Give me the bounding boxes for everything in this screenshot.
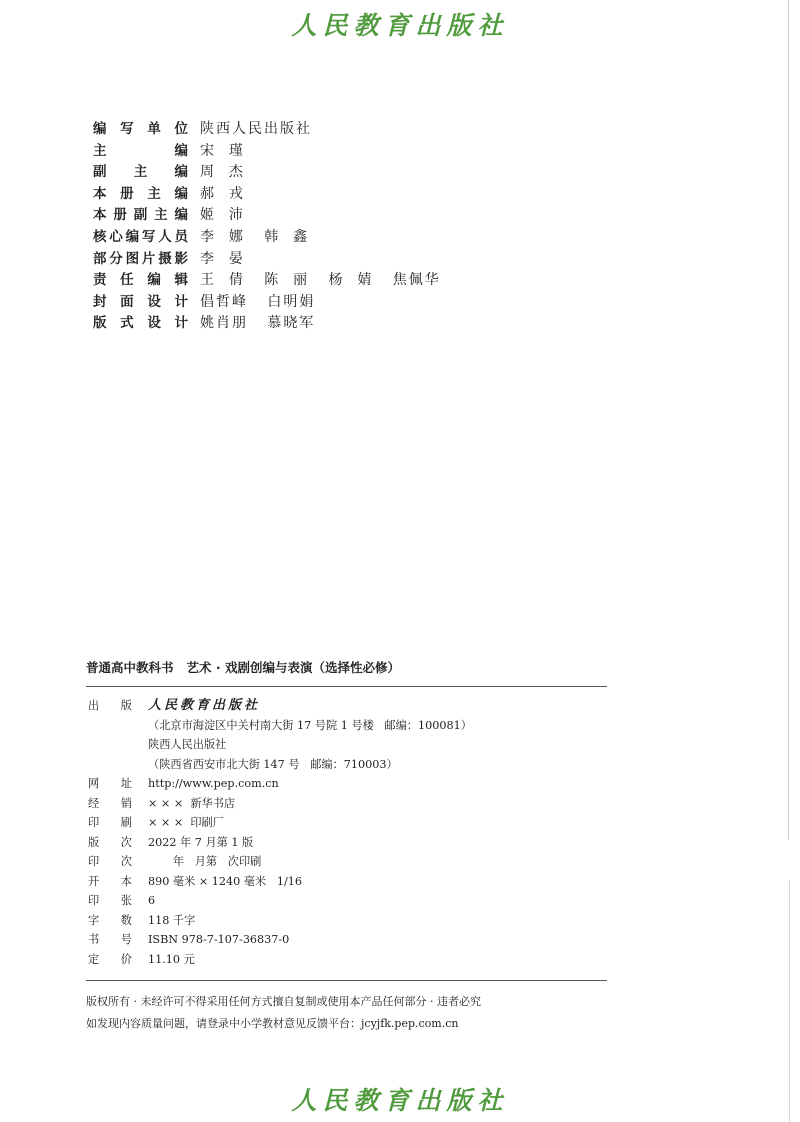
credit-role-char: 写	[120, 121, 134, 137]
credit-role-char: 主	[147, 185, 161, 202]
info-row	[88, 950, 472, 970]
credit-role-char: 影	[174, 250, 188, 267]
info-row	[88, 716, 472, 736]
credit-role-char: 编	[125, 228, 140, 245]
credit-names: 陕西人民出版社	[200, 121, 312, 137]
info-value: 2022 年 7 月第 1 版	[148, 835, 254, 849]
publisher-logo-inline: 人民教育出版社	[148, 698, 261, 713]
credit-role	[93, 270, 188, 292]
credit-row	[93, 227, 441, 249]
credit-role-char: 计	[174, 293, 188, 310]
credit-names: 王 倩 陈 丽 杨 婧 焦佩华	[200, 272, 441, 289]
credit-role-char: 部	[93, 250, 107, 267]
info-label-char: 定	[88, 952, 100, 966]
publisher-logo-bottom: 人民教育出版社	[291, 1086, 509, 1115]
credit-row	[93, 141, 441, 163]
credit-role-char: 副	[133, 207, 148, 224]
info-label-char: 价	[120, 952, 132, 966]
credit-role	[93, 313, 188, 335]
credit-names: 姬 沛	[200, 207, 245, 224]
credit-role	[93, 162, 188, 184]
info-value: ISBN 978-7-107-36837-0	[148, 933, 290, 946]
info-row	[88, 891, 472, 911]
copyright-footer	[86, 991, 481, 1035]
feedback-notice: 如发现内容质量问题，请登录中小学教材意见反馈平台：jcyjfk.pep.com.cn	[86, 1017, 459, 1030]
info-value: 年 月第 次印刷	[148, 855, 262, 868]
credit-role	[93, 141, 188, 163]
info-value: （北京市海淀区中关村南大街 17 号院 1 号楼 邮编：100081）	[148, 718, 472, 732]
credit-names: 李 娜 韩 鑫	[200, 228, 310, 245]
info-row	[88, 852, 472, 872]
page-edge-line	[788, 0, 789, 840]
info-label-char: 号	[120, 933, 132, 946]
credit-names: 李 晏	[200, 250, 245, 267]
info-label-char: 开	[88, 874, 100, 888]
credit-row	[93, 292, 441, 314]
credit-row	[93, 313, 441, 335]
info-label-char: 本	[120, 874, 132, 888]
info-row	[88, 833, 472, 853]
info-value: 陕西人民出版社	[148, 738, 227, 751]
credit-role-char: 人	[158, 228, 172, 245]
credit-role-char: 册	[113, 207, 127, 224]
info-label	[88, 872, 140, 892]
credit-role-char: 核	[93, 228, 107, 245]
credit-role-char: 本	[93, 207, 107, 224]
info-row	[88, 930, 472, 950]
credit-role-char: 图	[125, 250, 140, 267]
credit-role-char: 写	[141, 228, 156, 245]
info-label	[88, 950, 140, 970]
editorial-credits	[93, 119, 441, 335]
credit-role	[93, 184, 188, 206]
credit-role-char: 设	[147, 315, 161, 332]
credit-names: 倡哲峰 白明娟	[200, 293, 316, 310]
info-label-char: 印	[88, 894, 100, 907]
credit-row	[93, 119, 441, 141]
info-label-char: 销	[120, 796, 132, 810]
credit-role-char: 封	[93, 293, 107, 310]
credit-role-char: 编	[174, 164, 188, 181]
credit-row	[93, 162, 441, 184]
credit-row	[93, 249, 441, 271]
page-edge-line-lower	[789, 880, 790, 1122]
info-label-char: 址	[120, 777, 132, 790]
info-label-char: 网	[88, 777, 100, 790]
info-value: 118 千字	[148, 913, 196, 927]
info-row	[88, 735, 472, 755]
credit-role-char: 编	[174, 185, 188, 202]
credit-row	[93, 184, 441, 206]
info-row	[88, 911, 472, 931]
publication-info	[88, 696, 472, 969]
info-label	[88, 911, 140, 931]
credit-row	[93, 205, 441, 227]
credit-role-char: 计	[174, 315, 188, 332]
credit-names: 郝 戎	[200, 185, 245, 202]
info-label	[88, 774, 140, 794]
info-label	[88, 794, 140, 814]
info-row	[88, 794, 472, 814]
info-label-char: 书	[88, 933, 100, 946]
info-value: http://www.pep.com.cn	[148, 777, 279, 790]
divider-top	[86, 686, 607, 687]
credit-role-char: 式	[120, 315, 134, 332]
book-series-title: 普通高中教科书 艺术 · 戏剧创编与表演（选择性必修）	[86, 660, 401, 675]
info-label-char: 次	[120, 855, 132, 868]
credit-role-char: 主	[93, 142, 107, 159]
credit-row	[93, 270, 441, 292]
info-label	[88, 833, 140, 853]
credit-role-char: 版	[93, 315, 107, 332]
credit-role-char: 辑	[174, 272, 188, 289]
info-label-char: 刷	[120, 816, 132, 829]
info-label	[88, 813, 140, 833]
credit-role-char: 编	[147, 272, 161, 289]
credit-names: 周 杰	[200, 164, 245, 181]
credit-role-char: 位	[174, 121, 188, 137]
info-label-char: 印	[88, 855, 100, 868]
info-row	[88, 696, 472, 716]
credit-role-char: 员	[174, 228, 188, 245]
info-label-char: 字	[88, 913, 100, 927]
info-value: 890 毫米 × 1240 毫米 1/16	[148, 874, 302, 888]
info-label	[88, 891, 140, 911]
info-label-char: 张	[120, 894, 132, 907]
info-label	[88, 716, 140, 736]
divider-bottom	[86, 980, 607, 981]
credit-role-char: 片	[141, 250, 156, 267]
credit-role-char: 单	[147, 121, 161, 137]
info-label	[88, 852, 140, 872]
credit-role-char: 责	[93, 272, 107, 289]
credit-role-char: 设	[147, 293, 161, 310]
info-row	[88, 813, 472, 833]
info-label-char: 出	[88, 699, 100, 712]
credit-role-char: 任	[120, 272, 134, 289]
info-label-char: 次	[120, 835, 132, 849]
copyright-notice: 版权所有 · 未经许可不得采用任何方式擅自复制或使用本产品任何部分 · 违者必究	[86, 995, 481, 1008]
info-label-char: 版	[120, 699, 132, 712]
credit-role-char: 主	[154, 207, 168, 224]
credit-role-char: 编	[93, 121, 107, 137]
credit-role	[93, 227, 188, 249]
credit-role-char: 心	[109, 228, 123, 245]
credit-role-char: 主	[133, 164, 148, 181]
info-label	[88, 735, 140, 755]
credit-role-char: 副	[93, 164, 107, 181]
info-value: × × × 印刷厂	[148, 816, 224, 829]
credit-role-char: 编	[174, 142, 188, 159]
credit-role-char: 编	[174, 207, 188, 224]
info-value: 6	[148, 894, 156, 907]
credit-role	[93, 119, 188, 141]
info-label-char: 数	[120, 913, 132, 927]
credit-role-char: 分	[109, 250, 123, 267]
credit-names: 姚肖朋 慕晓军	[200, 315, 316, 332]
info-label-char: 经	[88, 796, 100, 810]
info-label	[88, 755, 140, 775]
info-label	[88, 696, 140, 716]
credit-names: 宋 瑾	[200, 142, 245, 159]
info-label	[88, 930, 140, 950]
credit-role-char: 面	[120, 293, 134, 310]
info-row	[88, 755, 472, 775]
credit-role-char: 本	[93, 185, 107, 202]
info-row	[88, 774, 472, 794]
credit-role	[93, 205, 188, 227]
info-label-char: 印	[88, 816, 100, 829]
info-value: 11.10 元	[148, 952, 195, 966]
info-row	[88, 872, 472, 892]
info-value: （陕西省西安市北大街 147 号 邮编：710003）	[148, 757, 398, 771]
credit-role-char: 摄	[158, 250, 172, 267]
credit-role	[93, 292, 188, 314]
credit-role-char: 册	[120, 185, 134, 202]
credit-role	[93, 249, 188, 271]
info-value: × × × 新华书店	[148, 796, 236, 810]
publisher-logo-top: 人民教育出版社	[291, 11, 509, 40]
info-label-char: 版	[88, 835, 100, 849]
